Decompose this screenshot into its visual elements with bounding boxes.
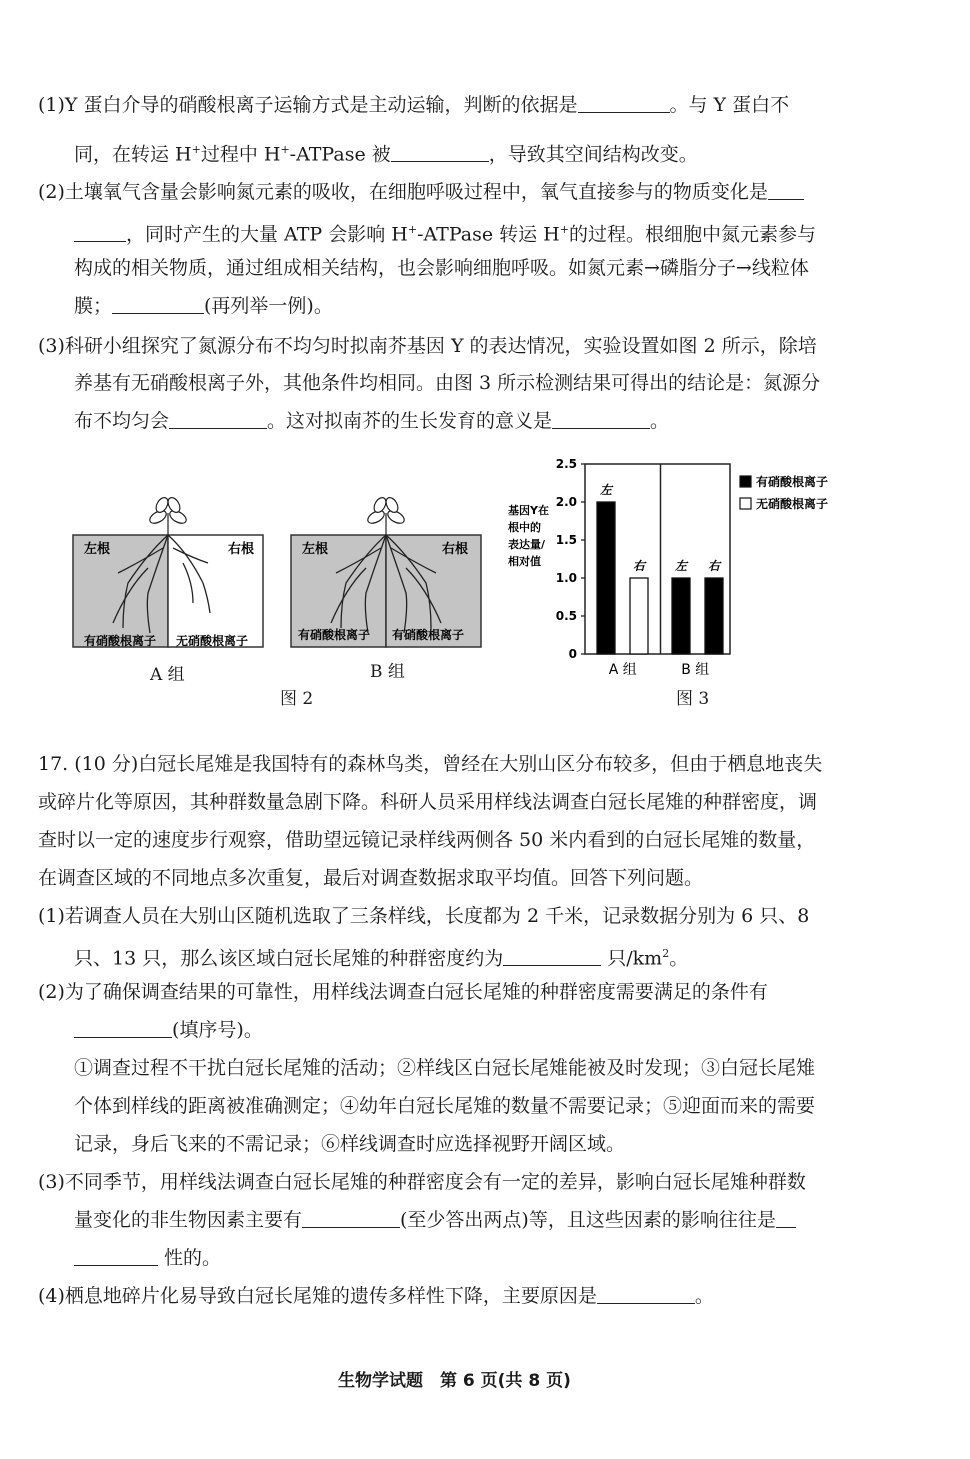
y-tick-label: 2.0 bbox=[555, 495, 577, 509]
answer-blank[interactable] bbox=[597, 1285, 695, 1304]
legend-label: 无硝酸根离子 bbox=[756, 497, 829, 511]
answer-blank[interactable] bbox=[768, 181, 804, 200]
fig2-group-b bbox=[286, 493, 486, 653]
svg-text:左根: 左根 bbox=[302, 542, 329, 557]
y-axis-label-line: 表达量/ bbox=[508, 538, 546, 551]
legend-swatch bbox=[740, 498, 751, 509]
q17-part4-line1: (4)栖息地碎片化易导致白冠长尾雉的遗传多样性下降，主要原因是 。 bbox=[38, 1285, 714, 1307]
legend-label: 有硝酸根离子 bbox=[756, 475, 829, 489]
answer-blank[interactable] bbox=[302, 1209, 400, 1228]
answer-blank[interactable] bbox=[391, 143, 489, 162]
fig2-group-a-label: A 组 bbox=[150, 665, 185, 685]
bar bbox=[672, 578, 690, 654]
y-axis-label-line: 基因Y在 bbox=[508, 504, 549, 517]
answer-blank[interactable] bbox=[552, 410, 650, 429]
q17-part3-line2: 量变化的非生物因素主要有 (至少答出两点)等，且这些因素的影响往往是 bbox=[74, 1208, 796, 1232]
q16-part3-line1: (3)科研小组探究了氮源分布不均匀时拟南芥基因 Y 的表达情况，实验设置如图 2 所示，除培 bbox=[38, 335, 817, 357]
fig3-caption: 图 3 bbox=[676, 689, 710, 709]
q16-part2-line2: ，同时产生的大量 ATP 会影响 H+-ATPase 转运 H+的过程。根细胞中氮元素参与 bbox=[74, 218, 816, 246]
bar bbox=[630, 578, 648, 654]
svg-text:右根: 右根 bbox=[228, 542, 255, 557]
answer-blank[interactable] bbox=[776, 1209, 796, 1228]
q17-part3-line1: (3)不同季节，用样线法调查白冠长尾雉的种群密度会有一定的差异，影响白冠长尾雉种群数 bbox=[38, 1171, 806, 1193]
y-axis-label-line: 根中的 bbox=[508, 521, 541, 534]
y-tick-label: 1.5 bbox=[555, 533, 577, 547]
q17-option-line1: ①调查过程不干扰白冠长尾雉的活动；②样线区白冠长尾雉能被及时发现；③白冠长尾雉 bbox=[74, 1057, 816, 1079]
y-tick-label: 1.0 bbox=[555, 571, 577, 585]
q17-option-line3: 记录，身后飞来的不需记录；⑥样线调查时应选择视野开阔区域。 bbox=[74, 1133, 626, 1155]
seedling-leaves-icon bbox=[366, 496, 407, 535]
q17-intro-line1: 17. (10 分)白冠长尾雉是我国特有的森林鸟类，曾经在大别山区分布较多，但由于栖息地丧失 bbox=[38, 753, 823, 775]
fig2-group-b-label: B 组 bbox=[370, 662, 405, 682]
q17-part2-line1: (2)为了确保调查结果的可靠性，用样线法调查白冠长尾雉的种群密度需要满足的条件有 bbox=[38, 981, 768, 1003]
y-tick-label: 0 bbox=[568, 647, 577, 661]
y-axis-label bbox=[508, 503, 549, 568]
bar-label: 左 bbox=[674, 559, 688, 573]
answer-blank[interactable] bbox=[503, 947, 601, 966]
fig2-caption: 图 2 bbox=[280, 689, 314, 709]
svg-text:有硝酸根离子: 有硝酸根离子 bbox=[84, 634, 157, 648]
q16-part2-line1: (2)土壤氧气含量会影响氮元素的吸收，在细胞呼吸过程中，氧气直接参与的物质变化是 bbox=[38, 180, 804, 204]
q17-part1-line2: 只、13 只，那么该区域白冠长尾雉的种群密度约为 只$/km^2$。 bbox=[74, 947, 689, 970]
q16-part3-line2: 养基有无硝酸根离子外，其他条件均相同。由图 3 所示检测结果可得出的结论是：氮源分 bbox=[74, 372, 821, 394]
bar bbox=[705, 578, 723, 654]
fig3-bar-chart bbox=[500, 448, 870, 683]
q16-part2-line3: 构成的相关物质，通过组成相关结构，也会影响细胞呼吸。如氮元素→磷脂分子→线粒体 bbox=[74, 257, 809, 279]
answer-blank[interactable] bbox=[74, 223, 126, 242]
q17-part2-line2: (填序号)。 bbox=[74, 1018, 263, 1042]
answer-blank[interactable] bbox=[169, 410, 267, 429]
q16-part1-line2: 同，在转运 H+过程中 H+-ATPase 被 ，导致其空间结构改变。 bbox=[74, 143, 698, 166]
answer-blank[interactable] bbox=[74, 1019, 172, 1038]
svg-text:右根: 右根 bbox=[442, 542, 469, 557]
q17-option-line2: 个体到样线的距离被准确测定；④幼年白冠长尾雉的数量不需要记录；⑤迎面而来的需要 bbox=[74, 1095, 816, 1117]
svg-text:无硝酸根离子: 无硝酸根离子 bbox=[176, 634, 249, 648]
answer-blank[interactable] bbox=[112, 295, 204, 314]
group-label: A 组 bbox=[608, 662, 637, 678]
y-axis-label-line: 相对值 bbox=[508, 555, 541, 568]
answer-blank[interactable] bbox=[578, 94, 670, 113]
group-label: B 组 bbox=[681, 662, 710, 678]
q17-intro-line3: 查时以一定的速度步行观察，借助望远镜记录样线两侧各 50 米内看到的白冠长尾雉的数量， bbox=[38, 829, 816, 851]
q16-part2-line4: 膜； (再列举一例)。 bbox=[74, 295, 333, 317]
svg-text:有硝酸根离子: 有硝酸根离子 bbox=[392, 628, 465, 642]
q16-part1-line1: (1)Y 蛋白介导的硝酸根离子运输方式是主动运输，判断的依据是 。与 Y 蛋白不 bbox=[38, 94, 790, 116]
q16-part3-line3: 布不均匀会 。这对拟南芥的生长发育的意义是 。 bbox=[74, 410, 670, 432]
bar-label: 左 bbox=[599, 483, 613, 497]
bar-label: 右 bbox=[707, 559, 721, 573]
page-footer: 生物学试题 第 6 页(共 8 页) bbox=[338, 1371, 571, 1391]
q17-intro-line2: 或碎片化等原因，其种群数量急剧下降。科研人员采用样线法调查白冠长尾雉的种群密度，调 bbox=[38, 791, 818, 813]
y-tick-label: 2.5 bbox=[555, 457, 577, 471]
seedling-leaves-icon bbox=[148, 496, 189, 535]
bar-label: 右 bbox=[632, 559, 646, 573]
q17-intro-line4: 在调查区域的不同地点多次重复，最后对调查数据求取平均值。回答下列问题。 bbox=[38, 867, 704, 889]
q17-part1-line1: (1)若调查人员在大别山区随机选取了三条样线，长度都为 2 千米，记录数据分别为 6 只、8 bbox=[38, 905, 810, 927]
svg-text:有硝酸根离子: 有硝酸根离子 bbox=[298, 628, 371, 642]
fig2-group-a bbox=[68, 493, 268, 653]
legend-swatch bbox=[740, 476, 751, 487]
bar bbox=[597, 502, 615, 654]
svg-text:左根: 左根 bbox=[84, 542, 111, 557]
answer-blank[interactable] bbox=[74, 1247, 158, 1266]
q17-part3-line3: 性的。 bbox=[74, 1246, 221, 1270]
y-tick-label: 0.5 bbox=[555, 609, 577, 623]
